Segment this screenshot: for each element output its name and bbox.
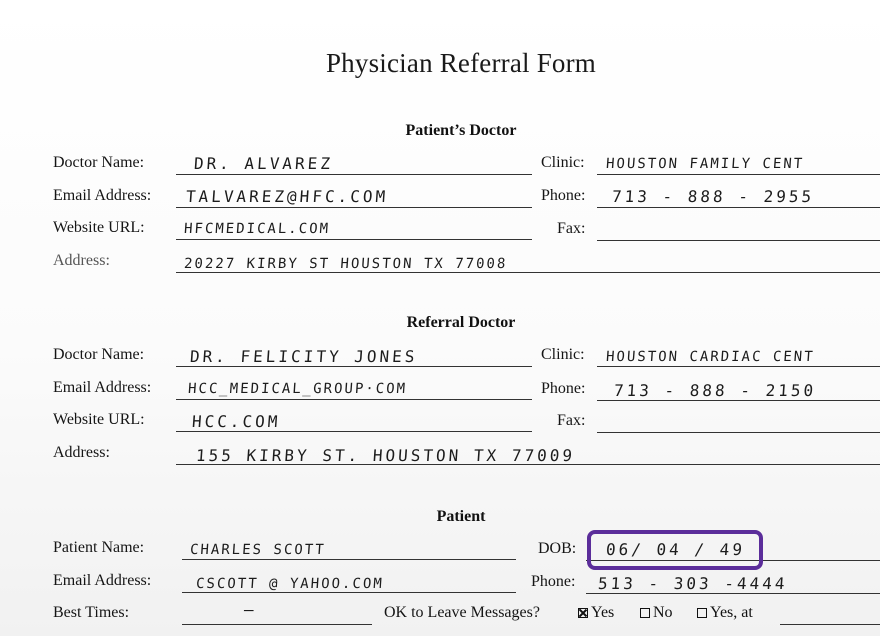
messages-label: OK to Leave Messages? — [384, 604, 540, 621]
phone-line — [597, 207, 880, 208]
patient-email-value[interactable]: CSCOTT @ YAHOO.COM — [195, 576, 385, 592]
best-times-label: Best Times: — [53, 604, 130, 621]
email-label: Email Address: — [53, 187, 152, 204]
dob-label: DOB: — [538, 540, 577, 557]
website-line — [176, 239, 532, 240]
referral-phone-label: Phone: — [541, 380, 586, 397]
patient-name-line — [182, 559, 516, 560]
fax-label: Fax: — [557, 220, 586, 237]
yes-at-checkbox[interactable] — [697, 608, 707, 618]
best-times-line — [182, 624, 372, 625]
website-label: Website URL: — [53, 219, 145, 236]
patient-name-value[interactable]: CHARLES SCOTT — [189, 542, 327, 558]
referral-phone-value[interactable]: 713 - 888 - 2150 — [613, 381, 817, 400]
referral-doctor-name-label: Doctor Name: — [53, 346, 145, 363]
address-line — [176, 272, 880, 273]
referral-clinic-label: Clinic: — [541, 346, 585, 363]
clinic-label: Clinic: — [541, 154, 585, 171]
patient-phone-line — [586, 593, 880, 594]
referral-website-value[interactable]: HCC.COM — [191, 412, 282, 431]
email-line — [176, 207, 532, 208]
referral-email-line — [176, 399, 532, 400]
best-times-value[interactable]: — — [243, 600, 258, 619]
fax-line — [597, 240, 880, 241]
option-yes[interactable] — [578, 604, 614, 622]
phone-value[interactable]: 713 - 888 - 2955 — [611, 187, 815, 206]
option-no[interactable] — [640, 604, 673, 622]
phone-label: Phone: — [541, 187, 586, 204]
referral-address-label: Address: — [53, 444, 110, 461]
address-value[interactable]: 20227 KIRBY ST HOUSTON TX 77008 — [183, 256, 508, 272]
referral-clinic-value[interactable]: HOUSTON CARDIAC CENT — [605, 349, 816, 365]
referral-address-value[interactable]: 155 KIRBY ST. HOUSTON TX 77009 — [195, 446, 576, 465]
form-title: Physician Referral Form — [325, 48, 597, 78]
section-heading-referral-doctor: Referral Doctor — [406, 314, 516, 331]
referral-doctor-name-value[interactable]: DR. FELICITY JONES — [189, 347, 419, 366]
doctor-name-label: Doctor Name: — [53, 154, 145, 171]
email-value[interactable]: TALVAREZ@HFC.COM — [185, 187, 389, 206]
referral-email-value[interactable]: HCC_MEDICAL_GROUP·COM — [187, 381, 408, 397]
clinic-line — [597, 174, 880, 175]
clinic-value[interactable]: HOUSTON FAMILY CENT — [605, 156, 805, 172]
referral-clinic-line — [597, 366, 880, 367]
referral-doctor-name-line — [176, 366, 532, 367]
option-yes-label: Yes — [591, 604, 615, 621]
dob-value[interactable]: 06/ 04 / 49 — [605, 540, 746, 559]
section-heading-patients-doctor: Patient’s Doctor — [405, 122, 517, 139]
patient-phone-value[interactable]: 513 - 303 -4444 — [597, 574, 789, 593]
referral-email-label: Email Address: — [53, 379, 152, 396]
doctor-name-value[interactable]: DR. ALVAREZ — [193, 154, 334, 173]
referral-fax-label: Fax: — [557, 412, 586, 429]
patient-name-label: Patient Name: — [53, 539, 145, 556]
yes-checkbox[interactable] — [578, 608, 588, 618]
patient-phone-label: Phone: — [531, 573, 576, 590]
website-value[interactable]: HFCMEDICAL.COM — [183, 221, 331, 237]
dob-highlight-box — [587, 530, 763, 570]
option-no-label: No — [653, 604, 673, 621]
section-heading-patient: Patient — [436, 508, 486, 525]
patient-email-line — [182, 592, 516, 593]
referral-fax-line — [597, 432, 880, 433]
option-yes-at-label: Yes, at — [710, 604, 753, 621]
referral-website-label: Website URL: — [53, 411, 145, 428]
doctor-name-line — [176, 174, 532, 175]
patient-email-label: Email Address: — [53, 572, 152, 589]
option-yes-at[interactable] — [697, 604, 753, 622]
referral-phone-line — [597, 400, 880, 401]
yes-at-line — [780, 624, 880, 625]
no-checkbox[interactable] — [640, 608, 650, 618]
referral-website-line — [176, 431, 532, 432]
address-label: Address: — [53, 252, 110, 269]
